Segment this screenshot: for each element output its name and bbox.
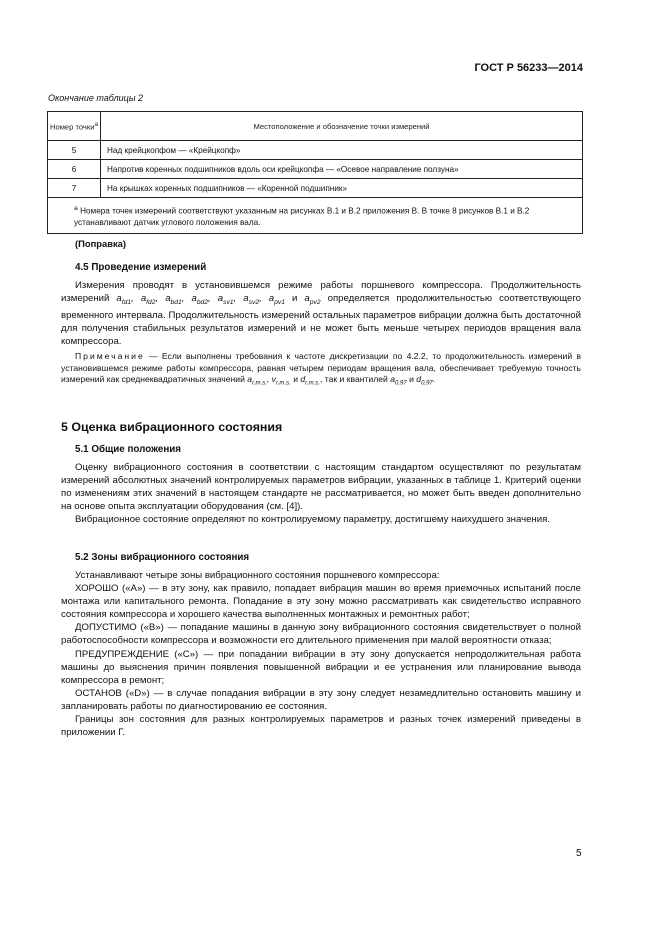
formula-rms-values: $a_{r.m.s.}$, $v_{r.m.s.}$ — [247, 374, 291, 387]
table-header-row — [48, 112, 583, 141]
formula-quantile-a: $a_{0,97}$ — [390, 374, 407, 387]
paragraph-text: Измерения проводят в установившемся режиме работы поршневого компрессора. Продолжительность измерений — [61, 280, 581, 305]
paragraph-text: определяется продолжительностью соответствующего временного интервала. Продолжительность измерений остальных параметров вибрации должна быть достаточной для получения стабильных результатов измерений и не может быть меньше четырех периодов вращения вала компрессора. — [61, 293, 581, 348]
table-footnote — [48, 198, 583, 234]
col-number-header-text: Номер точки — [50, 122, 95, 132]
paragraph: Вибрационное состояние определяют по контролируемому параметру, достигшему наихудшего значения. — [75, 514, 550, 526]
standard-id: ГОСТ Р 56233—2014 — [474, 62, 583, 74]
row-location: На крышках коренных подшипников — «Коренной подшипник» — [101, 179, 583, 198]
col-number-header — [48, 112, 101, 141]
note-text: и — [406, 374, 417, 385]
footnote-text: Номера точек измерений соответствуют указанным на рисунках В.1 и В.2 приложения В. В точке 8 рисунков В.1 и В.2 устанавливают датчик углового положения вала. — [74, 206, 530, 227]
section-5-2-body — [61, 569, 581, 739]
row-number: 5 — [48, 141, 101, 160]
paragraph: Устанавливают четыре зоны вибрационного состояния поршневого компрессора: — [75, 570, 440, 581]
paragraph: Измерения проводят в установившемся режиме работы поршневого компрессора. Продолжительность измерений $a_{fd1}$, $a_{fd2}$, $a_{bd1}$, $a_{bd2}$, $a_{sv1}$, $a_{sv2}$, $a_{pv1}$ и $a_{pv2}$ определяется продолжительностью соответствующего временного интервала. Продолжительность измерений остальных параметров вибрации должна быть достаточной для получения стабильных результатов измерений и не может быть меньше четырех периодов вращения вала компрессора. — [61, 280, 581, 348]
formula-drms: $d_{r.m.s.}$ — [300, 374, 320, 387]
note-block — [61, 351, 581, 391]
paragraph: Оценку вибрационного состояния в соответствии с настоящим стандартом осуществляют по результатам измерений абсолютных значений контролируемых параметров вибрации, указанных в таблице 1. Критерий оценки по изменениям этих значений в настоящем стандарте не рассматривается, но может быть введен дополнительно на основе опыта эксплуатации оборудования (см. [4]). — [61, 462, 581, 513]
section-5-1-title: 5.1 Общие положения — [75, 444, 182, 455]
row-number: 6 — [48, 160, 101, 179]
paragraph: Границы зон состояния для разных контролируемых параметров и разных точек измерений приведены в приложении Г. — [61, 714, 581, 739]
section-5-2-title: 5.2 Зоны вибрационного состояния — [75, 552, 250, 563]
formula-quantile-d: $d_{0,97}$ — [416, 374, 433, 387]
footnote-mark: a — [74, 205, 78, 212]
note-text: , так и квантилей — [320, 374, 391, 385]
paragraph-zone-a: ХОРОШО («А») — в эту зону, как правило, попадает вибрация машин во время приемочных испытаний после монтажа или капитального ремонта. Попадание в эту зону можно рассматривать как свидетельство исправного состояния компрессора и хорошего качества выполненных монтажных и ремонтных работ; — [61, 583, 581, 621]
note: Примечание — Если выполнены требования к частоте дискретизации по 4.2.2, то продолжительность измерений в установившемся режиме работы компрессора, равная четырем периодам вращения вала, обеспечивает требуемую точность измерений как среднеквадратичных значений $a_{r.m.s.}$, $v_{r.m.s.}$ и $d_{r.m.s.}$, так и квантилей $a_{0,97}$ и $d_{0,97}$. — [61, 351, 581, 387]
row-location: Напротив коренных подшипников вдоль оси крейцкопфа — «Осевое направление ползуна» — [101, 160, 583, 179]
note-text: — Если выполнены требования к частоте дискретизации по 4.2.2, то продолжительность измерений в установившемся режиме работы компрессора, равная четырем периодам вращения вала, обеспечивает требуемую точность измерений как среднеквадратичных значений — [61, 351, 581, 385]
table-row — [48, 179, 583, 198]
table-row — [48, 141, 583, 160]
table-caption: Окончание таблицы 2 — [48, 93, 143, 103]
section-5-title: 5 Оценка вибрационного состояния — [61, 420, 283, 434]
amendment-label: (Поправка) — [75, 238, 126, 249]
table-row — [48, 160, 583, 179]
footnote-ref: a — [94, 120, 98, 128]
note-label: Примечание — [75, 351, 145, 361]
paragraph-zone-c: ПРЕДУПРЕЖДЕНИЕ («С») — при попадании вибрации в эту зону допускается непродолжительная работа машины до выяснения причин появления повышенной вибрации и ее устранения или планирование вывода компрессора в ремонт; — [61, 648, 581, 686]
section-4-5-title: 4.5 Проведение измерений — [75, 262, 207, 273]
table-footnote-row — [48, 198, 583, 234]
section-4-5-body — [61, 279, 581, 348]
paragraph-zone-d: ОСТАНОВ («D») — в случае попадания вибрации в эту зону следует незамедлительно остановить машину и запланировать работы по диагностированию ее состояния. — [61, 687, 581, 712]
measurement-points-table — [47, 111, 583, 234]
row-number: 7 — [48, 179, 101, 198]
section-5-1-body — [61, 461, 581, 526]
formula-a-symbols: $a_{fd1}$, $a_{fd2}$, $a_{bd1}$, $a_{bd2}$, $a_{sv1}$, $a_{sv2}$, $a_{pv1}$ — [116, 293, 285, 306]
row-location: Над крейцкопфом — «Крейцкопф» — [101, 141, 583, 160]
formula-apv2: $a_{pv2}$ — [304, 293, 321, 306]
col-location-header: Местоположение и обозначение точки измерений — [101, 112, 583, 141]
paragraph-zone-b: ДОПУСТИМО («В») — попадание машины в данную зону вибрационного состояния свидетельствует о полной работоспособности компрессора и возможности его длительного применения при малой вероятности отказа; — [61, 622, 581, 647]
page-number: 5 — [576, 848, 582, 859]
